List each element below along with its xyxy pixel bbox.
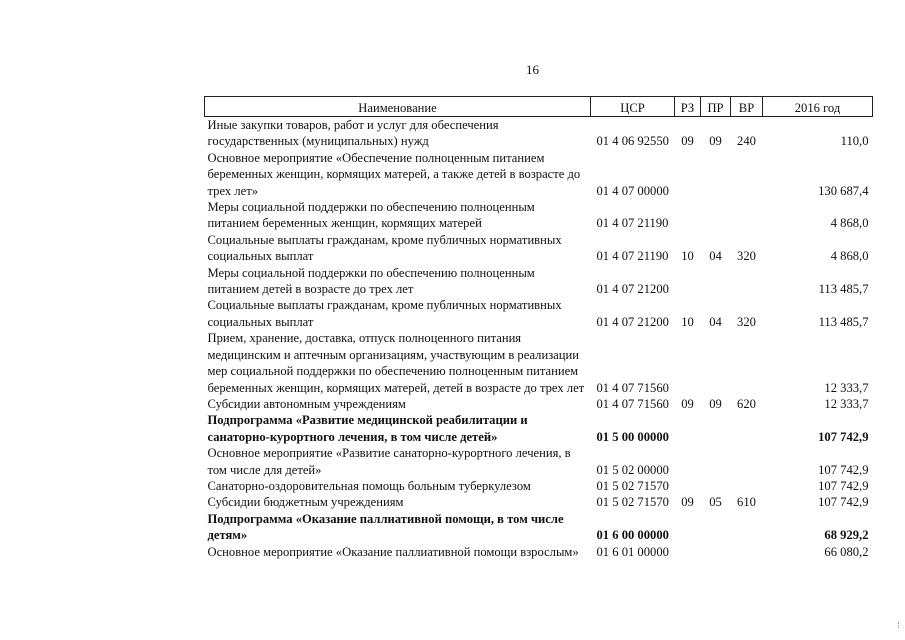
row-rz-cell: 09 bbox=[681, 134, 694, 149]
row-vr-cell bbox=[731, 150, 763, 199]
row-csr-cell: 01 4 07 21200 bbox=[596, 282, 669, 297]
row-amount-cell: 107 742,9 bbox=[818, 478, 869, 493]
row-pr-cell bbox=[701, 265, 731, 298]
row-csr-cell: 01 4 07 00000 bbox=[596, 183, 669, 198]
table-header-row bbox=[205, 97, 873, 117]
table-row bbox=[205, 478, 873, 494]
row-rz-cell bbox=[675, 199, 701, 232]
row-vr-cell bbox=[731, 478, 763, 494]
table-row bbox=[205, 117, 873, 150]
row-amount-cell: 107 742,9 bbox=[818, 429, 869, 444]
row-csr-cell: 01 4 06 92550 bbox=[596, 134, 669, 149]
row-name-cell: Субсидии бюджетным учреждениям bbox=[207, 495, 404, 510]
row-vr-cell bbox=[731, 199, 763, 232]
row-amount-cell: 12 333,7 bbox=[824, 380, 869, 395]
row-vr-cell: 240 bbox=[737, 134, 756, 149]
row-amount-cell: 4 868,0 bbox=[830, 249, 869, 264]
row-pr-cell: 04 bbox=[709, 314, 722, 329]
row-rz-cell bbox=[675, 330, 701, 396]
row-pr-cell: 04 bbox=[709, 249, 722, 264]
row-rz-cell bbox=[675, 511, 701, 544]
column-header-vr: ВР bbox=[731, 97, 763, 117]
table-row bbox=[205, 412, 873, 445]
row-vr-cell: 320 bbox=[737, 249, 756, 264]
table-row bbox=[205, 445, 873, 478]
row-vr-cell: 620 bbox=[737, 396, 756, 411]
row-name-cell: Прием, хранение, доставка, отпуск полноценного питания медицинским и аптечным организациям, участвующим в реализации мер социальной поддержки по обеспечению полноценным питанием беременных женщин, кормящих матерей, детей в возрасте до трех лет bbox=[207, 331, 585, 395]
row-pr-cell: 09 bbox=[709, 134, 722, 149]
row-rz-cell: 10 bbox=[681, 314, 694, 329]
row-csr-cell: 01 6 00 00000 bbox=[596, 528, 669, 543]
row-name-cell: Основное мероприятие «Оказание паллиативной помощи взрослым» bbox=[207, 544, 579, 559]
row-name-cell: Социальные выплаты гражданам, кроме публичных нормативных социальных выплат bbox=[207, 298, 562, 329]
row-pr-cell: 09 bbox=[709, 396, 722, 411]
row-amount-cell: 4 868,0 bbox=[830, 216, 869, 231]
row-rz-cell bbox=[675, 412, 701, 445]
column-header-csr: ЦСР bbox=[591, 97, 675, 117]
row-csr-cell: 01 4 07 71560 bbox=[596, 396, 669, 411]
row-vr-cell bbox=[731, 544, 763, 560]
row-rz-cell bbox=[675, 265, 701, 298]
row-csr-cell: 01 4 07 21190 bbox=[596, 249, 669, 264]
row-rz-cell: 09 bbox=[681, 396, 694, 411]
row-csr-cell: 01 4 07 71560 bbox=[596, 380, 669, 395]
row-rz-cell: 09 bbox=[681, 495, 694, 510]
table-row bbox=[205, 511, 873, 544]
row-vr-cell bbox=[731, 330, 763, 396]
row-name-cell: Основное мероприятие «Развитие санаторно-курортного лечения, в том числе для детей» bbox=[207, 446, 571, 477]
row-pr-cell bbox=[701, 412, 731, 445]
row-pr-cell bbox=[701, 150, 731, 199]
column-header-pr: ПР bbox=[701, 97, 731, 117]
table-row bbox=[205, 297, 873, 330]
budget-table bbox=[204, 96, 873, 560]
row-pr-cell bbox=[701, 199, 731, 232]
row-pr-cell bbox=[701, 511, 731, 544]
table-row bbox=[205, 396, 873, 412]
row-vr-cell bbox=[731, 265, 763, 298]
row-name-cell: Основное мероприятие «Обеспечение полноценным питанием беременных женщин, кормящих матерей, а также детей в возрасте до трех лет» bbox=[207, 150, 581, 198]
row-name-cell: Социальные выплаты гражданам, кроме публичных нормативных социальных выплат bbox=[207, 232, 562, 264]
table-row bbox=[205, 544, 873, 560]
table-body bbox=[205, 117, 873, 560]
table-row bbox=[205, 199, 873, 232]
row-pr-cell bbox=[701, 330, 731, 396]
row-amount-cell: 12 333,7 bbox=[824, 396, 869, 411]
row-pr-cell bbox=[701, 478, 731, 494]
row-name-cell: Меры социальной поддержки по обеспечению полноценным питанием детей в возрасте до трех лет bbox=[207, 265, 535, 297]
row-rz-cell bbox=[675, 150, 701, 199]
row-amount-cell: 110,0 bbox=[840, 134, 869, 149]
row-pr-cell bbox=[701, 544, 731, 560]
row-amount-cell: 113 485,7 bbox=[818, 282, 869, 297]
row-name-cell: Субсидии автономным учреждениям bbox=[207, 396, 406, 411]
row-csr-cell: 01 5 02 71570 bbox=[596, 478, 669, 493]
table-row bbox=[205, 150, 873, 199]
row-amount-cell: 66 080,2 bbox=[824, 544, 869, 559]
row-csr-cell: 01 6 01 00000 bbox=[596, 544, 669, 559]
table-row bbox=[205, 232, 873, 265]
row-rz-cell bbox=[675, 478, 701, 494]
row-csr-cell: 01 4 07 21190 bbox=[596, 216, 669, 231]
row-name-cell: Иные закупки товаров, работ и услуг для обеспечения государственных (муниципальных) нужд bbox=[207, 118, 499, 149]
row-vr-cell: 320 bbox=[737, 314, 756, 329]
row-amount-cell: 68 929,2 bbox=[824, 528, 869, 543]
row-name-cell: Подпрограмма «Развитие медицинской реабилитации и санаторно-курортного лечения, в том числе детей» bbox=[207, 413, 528, 444]
column-header-year: 2016 год bbox=[763, 97, 873, 117]
row-amount-cell: 107 742,9 bbox=[818, 462, 869, 477]
row-vr-cell bbox=[731, 445, 763, 478]
row-amount-cell: 107 742,9 bbox=[818, 495, 869, 510]
row-pr-cell: 05 bbox=[709, 495, 722, 510]
row-vr-cell bbox=[731, 412, 763, 445]
table-row bbox=[205, 265, 873, 298]
row-rz-cell: 10 bbox=[681, 249, 694, 264]
row-rz-cell bbox=[675, 544, 701, 560]
row-vr-cell: 610 bbox=[737, 495, 756, 510]
row-name-cell: Подпрограмма «Оказание паллиативной помощи, в том числе детям» bbox=[207, 511, 564, 543]
row-csr-cell: 01 5 02 00000 bbox=[596, 462, 669, 477]
table-row bbox=[205, 494, 873, 510]
row-csr-cell: 01 4 07 21200 bbox=[596, 314, 669, 329]
row-amount-cell: 130 687,4 bbox=[818, 183, 869, 198]
row-pr-cell bbox=[701, 445, 731, 478]
row-csr-cell: 01 5 00 00000 bbox=[596, 429, 669, 444]
table-row bbox=[205, 330, 873, 396]
row-vr-cell bbox=[731, 511, 763, 544]
column-header-rz: РЗ bbox=[675, 97, 701, 117]
row-amount-cell: 113 485,7 bbox=[818, 314, 869, 329]
page-number: 16 bbox=[526, 62, 539, 77]
row-name-cell: Санаторно-оздоровительная помощь больным туберкулезом bbox=[207, 478, 531, 493]
row-rz-cell bbox=[675, 445, 701, 478]
scan-mark bbox=[898, 622, 901, 628]
column-header-name: Наименование bbox=[205, 97, 591, 117]
row-csr-cell: 01 5 02 71570 bbox=[596, 495, 669, 510]
row-name-cell: Меры социальной поддержки по обеспечению полноценным питанием беременных женщин, кормящих матерей bbox=[207, 200, 535, 231]
